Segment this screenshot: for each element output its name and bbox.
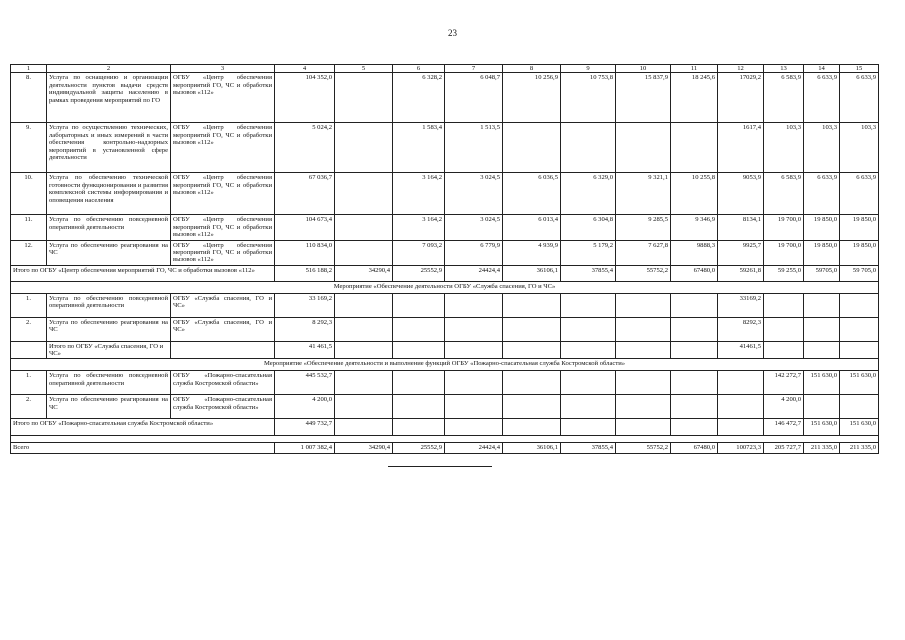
amount-cell: 6 036,5 <box>503 173 561 215</box>
amount-cell <box>335 371 393 395</box>
amount-cell <box>335 317 393 341</box>
organization-name: ОГБУ «Пожарно-спасательная служба Костромской области» <box>171 371 275 395</box>
amount-cell: 17029,2 <box>718 73 764 123</box>
amount-cell: 6 048,7 <box>445 73 503 123</box>
amount-cell: 205 727,7 <box>764 443 804 453</box>
organization-name: ОГБУ «Центр обеспечения мероприятий ГО, ЧС и обработки вызовов «112» <box>171 215 275 240</box>
amount-cell: 151 630,0 <box>840 419 879 436</box>
amount-cell: 24424,4 <box>445 265 503 281</box>
grand-total-label: Всего <box>11 443 275 453</box>
amount-cell: 1 513,5 <box>445 123 503 173</box>
service-name: Услуга по обеспечению реагирования на ЧС <box>47 395 171 419</box>
amount-cell: 3 024,5 <box>445 173 503 215</box>
amount-cell: 55752,2 <box>616 265 671 281</box>
amount-cell: 103,3 <box>840 123 879 173</box>
amount-cell: 151 630,0 <box>804 371 840 395</box>
amount-cell <box>764 317 804 341</box>
table-row <box>11 371 879 395</box>
subtotal-label: Итого по ОГБУ «Служба спасения, ГО и ЧС» <box>47 341 171 359</box>
amount-cell <box>335 240 393 265</box>
amount-cell: 103,3 <box>804 123 840 173</box>
column-number: 2 <box>47 65 171 73</box>
amount-cell: 34290,4 <box>335 443 393 453</box>
amount-cell <box>335 395 393 419</box>
column-number: 4 <box>275 65 335 73</box>
amount-cell: 9053,9 <box>718 173 764 215</box>
organization-name: ОГБУ «Центр обеспечения мероприятий ГО, ЧС и обработки вызовов «112» <box>171 173 275 215</box>
grand-total-row <box>11 443 879 453</box>
amount-cell <box>671 341 718 359</box>
amount-cell: 19 850,0 <box>804 215 840 240</box>
amount-cell <box>335 419 393 436</box>
amount-cell <box>561 293 616 317</box>
amount-cell: 15 837,9 <box>616 73 671 123</box>
column-number: 15 <box>840 65 879 73</box>
amount-cell: 110 834,0 <box>275 240 335 265</box>
amount-cell <box>804 293 840 317</box>
amount-cell <box>445 371 503 395</box>
amount-cell: 211 335,0 <box>804 443 840 453</box>
amount-cell: 10 753,8 <box>561 73 616 123</box>
section-title-row <box>11 281 879 293</box>
amount-cell: 6 329,0 <box>561 173 616 215</box>
amount-cell: 67480,0 <box>671 443 718 453</box>
column-number: 8 <box>503 65 561 73</box>
amount-cell <box>671 395 718 419</box>
amount-cell <box>616 395 671 419</box>
table-row <box>11 73 879 123</box>
amount-cell: 9925,7 <box>718 240 764 265</box>
amount-cell: 8292,3 <box>718 317 764 341</box>
page-number: 23 <box>448 28 457 38</box>
amount-cell <box>616 123 671 173</box>
column-number: 6 <box>393 65 445 73</box>
row-number: 2. <box>11 395 47 419</box>
amount-cell: 6 328,2 <box>393 73 445 123</box>
column-number: 14 <box>804 65 840 73</box>
amount-cell <box>335 293 393 317</box>
row-number: 10. <box>11 173 47 215</box>
amount-cell: 59 705,0 <box>840 265 879 281</box>
column-number: 10 <box>616 65 671 73</box>
amount-cell <box>764 341 804 359</box>
amount-cell: 6 633,9 <box>804 73 840 123</box>
amount-cell: 41 461,5 <box>275 341 335 359</box>
amount-cell <box>335 341 393 359</box>
amount-cell: 1617,4 <box>718 123 764 173</box>
table-row <box>11 173 879 215</box>
amount-cell <box>764 293 804 317</box>
service-name: Услуга по оснащению и организации деятельности пунктов выдачи средств индивидуальной защиты населению в рамках проведения мероприятий по ГО <box>47 73 171 123</box>
column-number-row <box>11 65 879 73</box>
amount-cell: 10 256,9 <box>503 73 561 123</box>
amount-cell <box>718 395 764 419</box>
amount-cell <box>503 371 561 395</box>
amount-cell: 37855,4 <box>561 443 616 453</box>
amount-cell <box>445 293 503 317</box>
amount-cell <box>671 123 718 173</box>
spacer-row <box>11 436 879 443</box>
amount-cell: 36106,1 <box>503 265 561 281</box>
amount-cell: 104 352,0 <box>275 73 335 123</box>
organization-name: ОГБУ «Центр обеспечения мероприятий ГО, ЧС и обработки вызовов «112» <box>171 123 275 173</box>
amount-cell: 24424,4 <box>445 443 503 453</box>
empty-cell <box>11 436 879 443</box>
amount-cell <box>335 173 393 215</box>
amount-cell: 25552,9 <box>393 265 445 281</box>
amount-cell <box>503 293 561 317</box>
section-title-row <box>11 359 879 371</box>
amount-cell: 6 583,9 <box>764 173 804 215</box>
amount-cell: 142 272,7 <box>764 371 804 395</box>
table-row <box>11 317 879 341</box>
amount-cell: 1 007 382,4 <box>275 443 335 453</box>
subtotal-row <box>11 419 879 436</box>
amount-cell <box>393 395 445 419</box>
service-name: Услуга по осуществлению технических, лабораторных и иных измерений в части обеспечения контрольно-надзорных мероприятий в установленной сфере деятельности <box>47 123 171 173</box>
amount-cell <box>840 317 879 341</box>
amount-cell: 6 633,9 <box>840 73 879 123</box>
empty-cell <box>11 341 47 359</box>
amount-cell <box>335 73 393 123</box>
amount-cell: 5 179,2 <box>561 240 616 265</box>
column-number: 3 <box>171 65 275 73</box>
amount-cell: 34290,4 <box>335 265 393 281</box>
amount-cell: 9888,3 <box>671 240 718 265</box>
amount-cell: 6 779,9 <box>445 240 503 265</box>
amount-cell: 25552,9 <box>393 443 445 453</box>
amount-cell <box>335 123 393 173</box>
amount-cell <box>393 371 445 395</box>
organization-name: ОГБУ «Служба спасения, ГО и ЧС» <box>171 317 275 341</box>
amount-cell: 19 850,0 <box>840 215 879 240</box>
amount-cell: 6 633,9 <box>804 173 840 215</box>
organization-name: ОГБУ «Центр обеспечения мероприятий ГО, ЧС и обработки вызовов «112» <box>171 73 275 123</box>
column-number: 11 <box>671 65 718 73</box>
amount-cell: 211 335,0 <box>840 443 879 453</box>
amount-cell <box>503 341 561 359</box>
row-number: 1. <box>11 293 47 317</box>
amount-cell <box>393 419 445 436</box>
amount-cell: 151 630,0 <box>804 419 840 436</box>
amount-cell: 19 700,0 <box>764 215 804 240</box>
amount-cell <box>503 419 561 436</box>
amount-cell <box>503 317 561 341</box>
amount-cell: 33 169,2 <box>275 293 335 317</box>
amount-cell: 55752,2 <box>616 443 671 453</box>
row-number: 9. <box>11 123 47 173</box>
amount-cell <box>561 123 616 173</box>
amount-cell <box>840 341 879 359</box>
amount-cell: 37855,4 <box>561 265 616 281</box>
amount-cell: 7 093,2 <box>393 240 445 265</box>
amount-cell <box>445 395 503 419</box>
column-number: 9 <box>561 65 616 73</box>
table-row <box>11 123 879 173</box>
service-name: Услуга по обеспечению повседневной оперативной деятельности <box>47 215 171 240</box>
amount-cell: 36106,1 <box>503 443 561 453</box>
service-name: Услуга по обеспечению технической готовности функционирования и развития комплексной системы информирования и оповещения населения <box>47 173 171 215</box>
organization-name: ОГБУ «Центр обеспечения мероприятий ГО, ЧС и обработки вызовов «112» <box>171 240 275 265</box>
row-number: 11. <box>11 215 47 240</box>
amount-cell <box>616 317 671 341</box>
amount-cell: 104 673,4 <box>275 215 335 240</box>
amount-cell <box>671 293 718 317</box>
amount-cell <box>718 419 764 436</box>
amount-cell <box>561 371 616 395</box>
amount-cell <box>445 419 503 436</box>
amount-cell: 9 285,5 <box>616 215 671 240</box>
amount-cell: 6 583,9 <box>764 73 804 123</box>
amount-cell: 445 532,7 <box>275 371 335 395</box>
amount-cell: 3 164,2 <box>393 215 445 240</box>
amount-cell <box>804 341 840 359</box>
section-title: Мероприятие «Обеспечение деятельности и выполнение функций ОГБУ «Пожарно-спасательная служба Костромской области» <box>11 359 879 371</box>
amount-cell: 10 255,8 <box>671 173 718 215</box>
row-number: 2. <box>11 317 47 341</box>
amount-cell: 6 013,4 <box>503 215 561 240</box>
amount-cell <box>561 395 616 419</box>
amount-cell: 67 036,7 <box>275 173 335 215</box>
amount-cell: 103,3 <box>764 123 804 173</box>
amount-cell: 19 850,0 <box>840 240 879 265</box>
amount-cell <box>840 293 879 317</box>
amount-cell: 19 850,0 <box>804 240 840 265</box>
amount-cell: 4 939,9 <box>503 240 561 265</box>
amount-cell: 19 700,0 <box>764 240 804 265</box>
amount-cell: 146 472,7 <box>764 419 804 436</box>
organization-name: ОГБУ «Пожарно-спасательная служба Костромской области» <box>171 395 275 419</box>
amount-cell: 1 583,4 <box>393 123 445 173</box>
amount-cell <box>804 395 840 419</box>
amount-cell: 151 630,0 <box>840 371 879 395</box>
service-name: Услуга по обеспечению повседневной оперативной деятельности <box>47 293 171 317</box>
amount-cell: 18 245,6 <box>671 73 718 123</box>
column-number: 12 <box>718 65 764 73</box>
row-number: 8. <box>11 73 47 123</box>
empty-cell <box>171 341 275 359</box>
amount-cell <box>561 317 616 341</box>
row-number: 12. <box>11 240 47 265</box>
table-row <box>11 215 879 240</box>
column-number: 5 <box>335 65 393 73</box>
amount-cell <box>393 293 445 317</box>
column-number: 1 <box>11 65 47 73</box>
organization-name: ОГБУ «Служба спасения, ГО и ЧС» <box>171 293 275 317</box>
amount-cell <box>616 341 671 359</box>
amount-cell: 59705,0 <box>804 265 840 281</box>
amount-cell: 67480,0 <box>671 265 718 281</box>
amount-cell: 6 304,8 <box>561 215 616 240</box>
amount-cell <box>616 419 671 436</box>
amount-cell <box>616 293 671 317</box>
amount-cell <box>503 395 561 419</box>
amount-cell <box>393 317 445 341</box>
amount-cell: 3 164,2 <box>393 173 445 215</box>
amount-cell: 41461,5 <box>718 341 764 359</box>
amount-cell <box>804 317 840 341</box>
service-name: Услуга по обеспечению повседневной оперативной деятельности <box>47 371 171 395</box>
subtotal-row <box>11 265 879 281</box>
amount-cell: 9 346,9 <box>671 215 718 240</box>
amount-cell <box>393 341 445 359</box>
amount-cell <box>561 419 616 436</box>
amount-cell <box>616 371 671 395</box>
amount-cell: 5 024,2 <box>275 123 335 173</box>
service-name: Услуга по обеспечению реагирования на ЧС <box>47 317 171 341</box>
amount-cell <box>445 317 503 341</box>
column-number: 7 <box>445 65 503 73</box>
subtotal-label: Итого по ОГБУ «Центр обеспечения мероприятий ГО, ЧС и обработки вызовов «112» <box>11 265 275 281</box>
amount-cell: 7 627,8 <box>616 240 671 265</box>
amount-cell: 8134,1 <box>718 215 764 240</box>
table-row <box>11 395 879 419</box>
amount-cell: 6 633,9 <box>840 173 879 215</box>
amount-cell: 449 732,7 <box>275 419 335 436</box>
column-number: 13 <box>764 65 804 73</box>
amount-cell: 516 188,2 <box>275 265 335 281</box>
amount-cell <box>561 341 616 359</box>
subtotal-label: Итого по ОГБУ «Пожарно-спасательная служба Костромской области» <box>11 419 275 436</box>
amount-cell: 4 200,0 <box>275 395 335 419</box>
amount-cell: 59 255,0 <box>764 265 804 281</box>
amount-cell: 9 321,1 <box>616 173 671 215</box>
amount-cell: 3 024,5 <box>445 215 503 240</box>
amount-cell: 8 292,3 <box>275 317 335 341</box>
service-name: Услуга по обеспечению реагирования на ЧС <box>47 240 171 265</box>
table-row <box>11 293 879 317</box>
row-number: 1. <box>11 371 47 395</box>
closing-rule <box>388 466 492 467</box>
amount-cell <box>671 371 718 395</box>
amount-cell <box>335 215 393 240</box>
amount-cell <box>445 341 503 359</box>
amount-cell <box>718 371 764 395</box>
budget-table <box>10 64 879 454</box>
amount-cell: 4 200,0 <box>764 395 804 419</box>
amount-cell: 33169,2 <box>718 293 764 317</box>
amount-cell <box>671 317 718 341</box>
section-title: Мероприятие «Обеспечение деятельности ОГБУ «Служба спасения, ГО и ЧС» <box>11 281 879 293</box>
amount-cell: 59261,8 <box>718 265 764 281</box>
amount-cell <box>840 395 879 419</box>
amount-cell <box>503 123 561 173</box>
amount-cell: 100723,3 <box>718 443 764 453</box>
table-body <box>11 65 879 454</box>
amount-cell <box>671 419 718 436</box>
subtotal-row <box>11 341 879 359</box>
table-row <box>11 240 879 265</box>
